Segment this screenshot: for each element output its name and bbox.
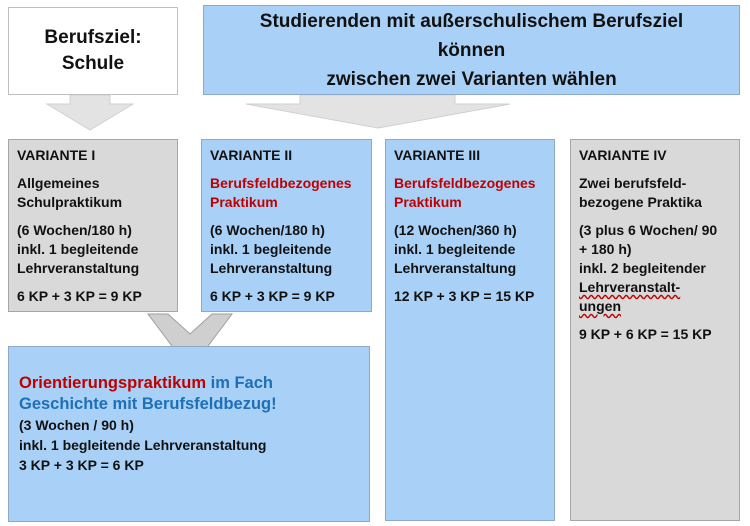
variant-duration: (3 plus 6 Wochen/ 90 <box>579 222 718 238</box>
variant-course: Lehrveranstaltung <box>210 260 333 276</box>
variant-course: Lehrveranstaltung <box>394 260 517 276</box>
variant-duration: (12 Wochen/360 h) <box>394 222 517 238</box>
variant-name: Praktikum <box>210 194 278 210</box>
variant-duration: (6 Wochen/180 h) <box>210 222 325 238</box>
orientation-title-red: Orientierungspraktikum <box>19 374 207 392</box>
variant-credits: 9 KP + 6 KP = 15 KP <box>579 326 712 342</box>
variant-name: Zwei berufsfeld- <box>579 175 687 191</box>
arrow-other-to-variants <box>246 95 510 128</box>
variant-duration: + 180 h) <box>579 241 632 257</box>
orientation-title-line-1 <box>19 373 359 394</box>
variant-1-box <box>8 139 178 312</box>
variant-course: ungen <box>579 298 621 314</box>
goal-school-box <box>8 7 178 95</box>
variant-course: inkl. 2 begleitender <box>579 260 706 276</box>
orientation-title-line-2: Geschichte mit Berufsfeldbezug! <box>19 395 277 413</box>
goal-school-line-2: Schule <box>61 53 125 74</box>
arrow-school-to-variant-1 <box>47 95 133 130</box>
variant-name: Schulpraktikum <box>17 194 123 210</box>
variant-label: VARIANTE IV <box>579 147 667 163</box>
variant-name: Allgemeines <box>17 175 100 191</box>
variant-name: Praktikum <box>394 194 462 210</box>
variant-course: inkl. 1 begleitende <box>394 241 516 257</box>
goal-other-line-1: Studierenden mit außerschulischem Berufsziel können <box>259 10 684 61</box>
variant-2-box <box>201 139 372 312</box>
orientation-course: inkl. 1 begleitende Lehrveranstaltung <box>19 437 267 453</box>
variant-duration: (6 Wochen/180 h) <box>17 222 132 238</box>
variant-course: Lehrveranstalt- <box>579 279 681 295</box>
variant-label: VARIANTE I <box>17 147 96 163</box>
variant-name: bezogene Praktika <box>579 194 702 210</box>
variant-course: inkl. 1 begleitende <box>210 241 332 257</box>
variant-4-box <box>570 139 740 521</box>
orientation-box <box>8 346 370 522</box>
variant-name: Berufsfeldbezogenes <box>210 175 352 191</box>
variant-credits: 6 KP + 3 KP = 9 KP <box>210 288 335 304</box>
goal-other-line-2: zwischen zwei Varianten wählen <box>326 68 617 90</box>
goal-school-line-1: Berufsziel: <box>44 27 142 48</box>
variant-name: Berufsfeldbezogenes <box>394 175 536 191</box>
variant-course: Lehrveranstaltung <box>17 260 140 276</box>
variant-course: inkl. 1 begleitende <box>17 241 139 257</box>
goal-other-box <box>203 5 740 95</box>
variant-credits: 12 KP + 3 KP = 15 KP <box>394 288 535 304</box>
variant-3-box <box>385 139 555 521</box>
orientation-title-blue: im Fach <box>206 374 273 392</box>
orientation-duration: (3 Wochen / 90 h) <box>19 417 134 433</box>
orientation-credits: 3 KP + 3 KP = 6 KP <box>19 457 144 473</box>
variant-credits: 6 KP + 3 KP = 9 KP <box>17 288 142 304</box>
variant-label: VARIANTE III <box>394 147 481 163</box>
variant-label: VARIANTE II <box>210 147 293 163</box>
